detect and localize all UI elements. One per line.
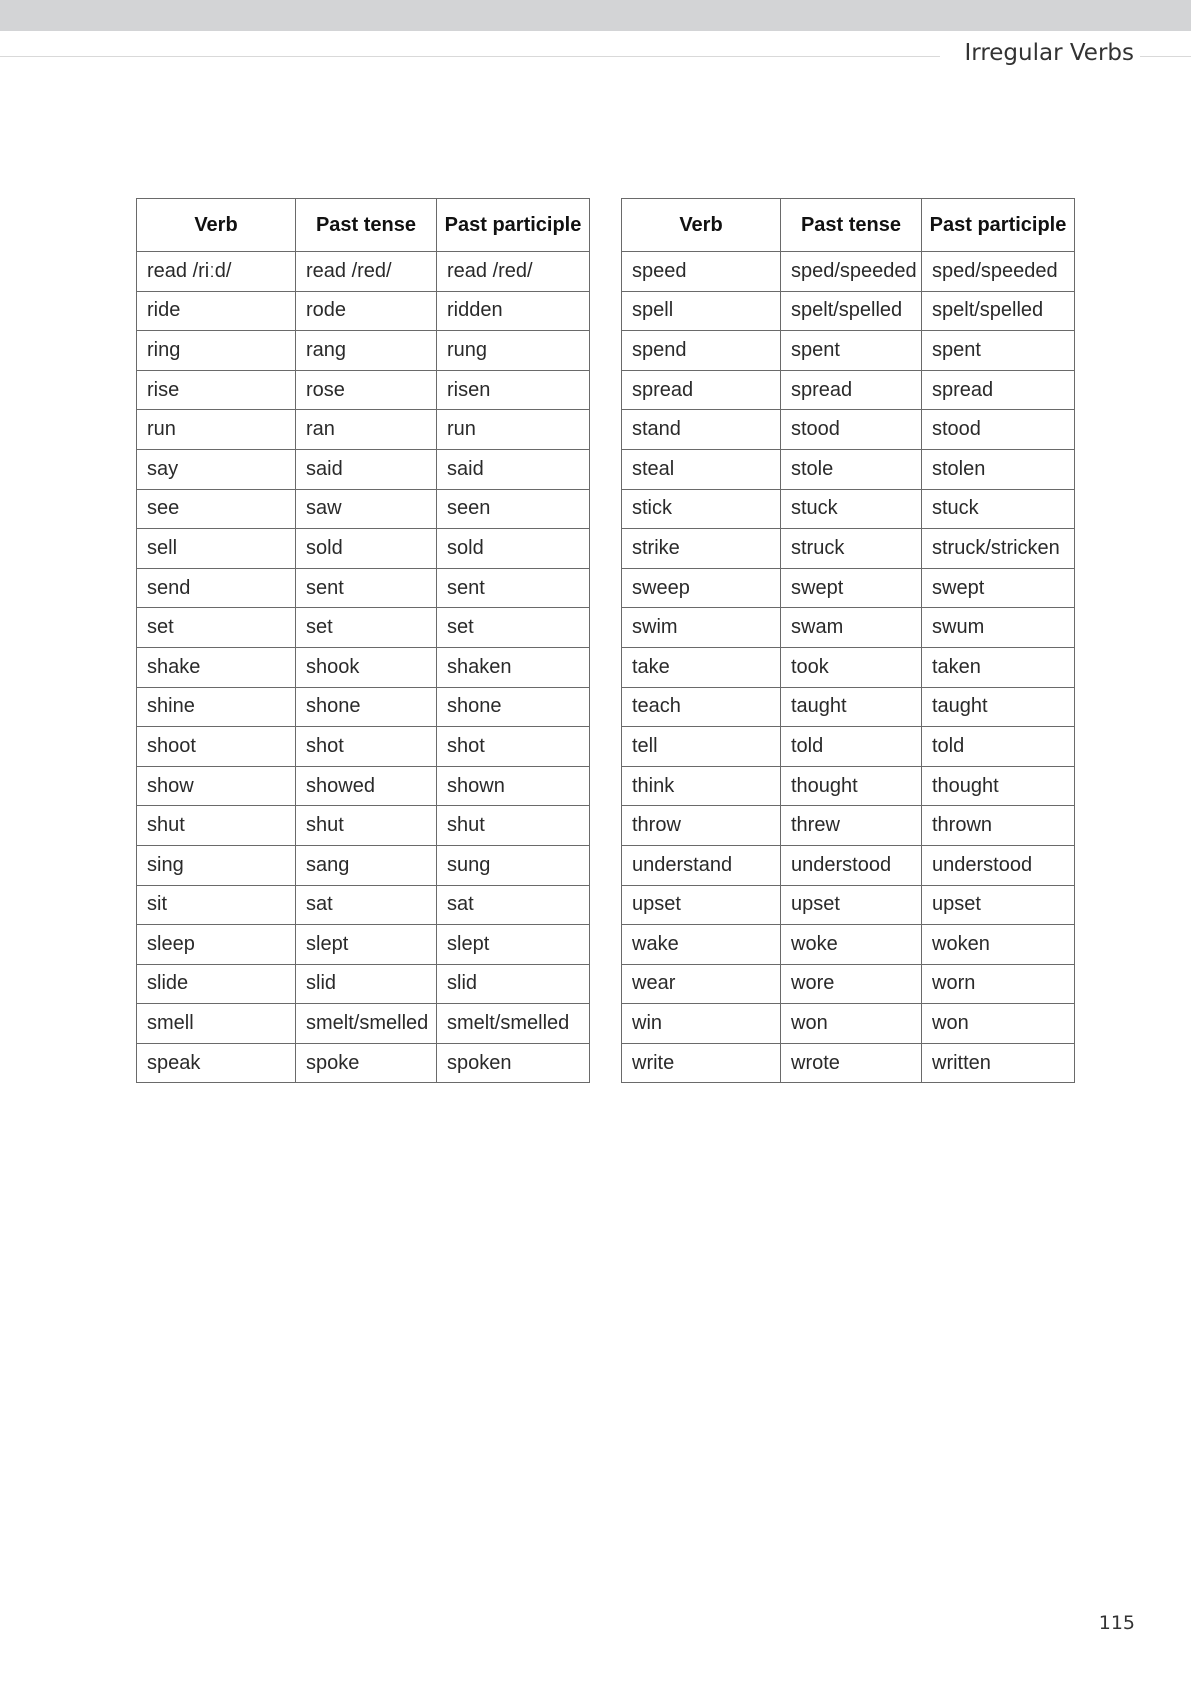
past-participle-cell: spelt/spelled: [922, 291, 1075, 331]
table-row: [622, 1004, 1075, 1044]
verb-cell: sleep: [137, 925, 296, 965]
past-tense-cell: wrote: [781, 1043, 922, 1083]
table-row: [622, 370, 1075, 410]
past-tense-cell: shut: [296, 806, 437, 846]
table-row: [622, 449, 1075, 489]
verb-cell: sit: [137, 885, 296, 925]
table-row: [622, 925, 1075, 965]
past-participle-cell: smelt/smelled: [437, 1004, 590, 1044]
verb-cell: rise: [137, 370, 296, 410]
verb-cell: stand: [622, 410, 781, 450]
verb-cell: speed: [622, 252, 781, 292]
past-tense-cell: set: [296, 608, 437, 648]
verb-cell: say: [137, 449, 296, 489]
table-row: [622, 687, 1075, 727]
verb-cell: shut: [137, 806, 296, 846]
verb-cell: set: [137, 608, 296, 648]
table-row: [137, 410, 590, 450]
past-participle-cell: written: [922, 1043, 1075, 1083]
verb-cell: think: [622, 766, 781, 806]
table-row: [622, 568, 1075, 608]
table-row: [622, 806, 1075, 846]
past-tense-cell: stood: [781, 410, 922, 450]
past-tense-cell: rose: [296, 370, 437, 410]
past-tense-cell: threw: [781, 806, 922, 846]
past-tense-cell: swept: [781, 568, 922, 608]
verb-cell: write: [622, 1043, 781, 1083]
past-tense-cell: saw: [296, 489, 437, 529]
table-row: [137, 489, 590, 529]
header-rule-left: [0, 56, 940, 57]
verb-table-left: [136, 198, 590, 1083]
past-participle-cell: run: [437, 410, 590, 450]
page-number: 115: [1098, 1612, 1135, 1634]
past-participle-cell: taken: [922, 647, 1075, 687]
past-tense-cell: ran: [296, 410, 437, 450]
past-tense-cell: understood: [781, 845, 922, 885]
verb-cell: slide: [137, 964, 296, 1004]
verb-cell: spell: [622, 291, 781, 331]
past-participle-cell: shot: [437, 727, 590, 767]
verb-cell: shake: [137, 647, 296, 687]
past-tense-cell: slept: [296, 925, 437, 965]
past-tense-cell: read /red/: [296, 252, 437, 292]
table-header-row: [622, 199, 1075, 252]
past-tense-cell: shook: [296, 647, 437, 687]
table-row: [622, 410, 1075, 450]
verb-cell: steal: [622, 449, 781, 489]
verb-cell: take: [622, 647, 781, 687]
past-participle-cell: worn: [922, 964, 1075, 1004]
past-participle-cell: taught: [922, 687, 1075, 727]
table-row: [622, 727, 1075, 767]
verb-cell: ring: [137, 331, 296, 371]
past-tense-cell: woke: [781, 925, 922, 965]
past-participle-cell: sped/speeded: [922, 252, 1075, 292]
table-row: [137, 568, 590, 608]
past-participle-cell: shaken: [437, 647, 590, 687]
table-header-row: [137, 199, 590, 252]
past-participle-cell: understood: [922, 845, 1075, 885]
past-tense-cell: struck: [781, 529, 922, 569]
past-participle-cell: thrown: [922, 806, 1075, 846]
past-participle-cell: set: [437, 608, 590, 648]
past-tense-cell: sold: [296, 529, 437, 569]
verb-cell: shine: [137, 687, 296, 727]
past-participle-cell: upset: [922, 885, 1075, 925]
past-participle-cell: spoken: [437, 1043, 590, 1083]
column-header-verb: Verb: [622, 199, 781, 252]
past-participle-cell: struck/stricken: [922, 529, 1075, 569]
past-tense-cell: smelt/smelled: [296, 1004, 437, 1044]
table-row: [622, 331, 1075, 371]
past-tense-cell: slid: [296, 964, 437, 1004]
column-header-past-participle: Past participle: [922, 199, 1075, 252]
verb-cell: wear: [622, 964, 781, 1004]
past-participle-cell: shown: [437, 766, 590, 806]
table-row: [622, 885, 1075, 925]
past-participle-cell: slid: [437, 964, 590, 1004]
past-tense-cell: shone: [296, 687, 437, 727]
table-row: [137, 252, 590, 292]
verb-cell: smell: [137, 1004, 296, 1044]
past-participle-cell: sung: [437, 845, 590, 885]
verb-cell: win: [622, 1004, 781, 1044]
table-row: [137, 964, 590, 1004]
verb-cell: show: [137, 766, 296, 806]
past-participle-cell: sat: [437, 885, 590, 925]
table-row: [137, 370, 590, 410]
table-row: [137, 766, 590, 806]
past-tense-cell: rang: [296, 331, 437, 371]
past-tense-cell: rode: [296, 291, 437, 331]
table-row: [622, 1043, 1075, 1083]
column-header-past-participle: Past participle: [437, 199, 590, 252]
past-tense-cell: upset: [781, 885, 922, 925]
table-row: [137, 449, 590, 489]
table-row: [137, 529, 590, 569]
past-participle-cell: risen: [437, 370, 590, 410]
table-row: [137, 291, 590, 331]
past-tense-cell: thought: [781, 766, 922, 806]
past-participle-cell: shut: [437, 806, 590, 846]
table-row: [622, 766, 1075, 806]
verb-cell: throw: [622, 806, 781, 846]
past-tense-cell: spelt/spelled: [781, 291, 922, 331]
verb-cell: sing: [137, 845, 296, 885]
verb-table-right: [621, 198, 1075, 1083]
past-tense-cell: won: [781, 1004, 922, 1044]
past-participle-cell: sold: [437, 529, 590, 569]
past-participle-cell: read /red/: [437, 252, 590, 292]
past-tense-cell: swam: [781, 608, 922, 648]
verb-cell: spread: [622, 370, 781, 410]
past-participle-cell: seen: [437, 489, 590, 529]
table-row: [137, 1004, 590, 1044]
verb-table-left-body: [137, 252, 590, 1083]
verb-cell: ride: [137, 291, 296, 331]
past-tense-cell: showed: [296, 766, 437, 806]
verb-cell: see: [137, 489, 296, 529]
past-tense-cell: sang: [296, 845, 437, 885]
past-participle-cell: spread: [922, 370, 1075, 410]
past-participle-cell: won: [922, 1004, 1075, 1044]
past-participle-cell: stuck: [922, 489, 1075, 529]
past-tense-cell: taught: [781, 687, 922, 727]
past-tense-cell: sent: [296, 568, 437, 608]
past-tense-cell: told: [781, 727, 922, 767]
past-tense-cell: sped/speeded: [781, 252, 922, 292]
column-header-verb: Verb: [137, 199, 296, 252]
past-tense-cell: spread: [781, 370, 922, 410]
verb-cell: read /riːd/: [137, 252, 296, 292]
past-participle-cell: swept: [922, 568, 1075, 608]
header-rule-right: [1140, 56, 1191, 57]
top-bar: [0, 0, 1191, 31]
verb-cell: strike: [622, 529, 781, 569]
past-tense-cell: stuck: [781, 489, 922, 529]
table-row: [622, 845, 1075, 885]
table-row: [137, 331, 590, 371]
verb-cell: send: [137, 568, 296, 608]
verb-cell: shoot: [137, 727, 296, 767]
table-row: [622, 608, 1075, 648]
verb-cell: speak: [137, 1043, 296, 1083]
past-participle-cell: told: [922, 727, 1075, 767]
verb-cell: sell: [137, 529, 296, 569]
verb-cell: sweep: [622, 568, 781, 608]
verb-cell: upset: [622, 885, 781, 925]
verb-cell: teach: [622, 687, 781, 727]
past-participle-cell: stolen: [922, 449, 1075, 489]
column-header-past-tense: Past tense: [296, 199, 437, 252]
past-tense-cell: took: [781, 647, 922, 687]
verb-cell: stick: [622, 489, 781, 529]
section-title: Irregular Verbs: [964, 40, 1134, 66]
verb-cell: tell: [622, 727, 781, 767]
table-row: [137, 845, 590, 885]
verb-cell: spend: [622, 331, 781, 371]
past-tense-cell: shot: [296, 727, 437, 767]
table-row: [622, 252, 1075, 292]
table-row: [137, 925, 590, 965]
past-participle-cell: woken: [922, 925, 1075, 965]
table-row: [137, 1043, 590, 1083]
table-row: [137, 608, 590, 648]
past-participle-cell: slept: [437, 925, 590, 965]
past-participle-cell: thought: [922, 766, 1075, 806]
table-row: [622, 291, 1075, 331]
past-participle-cell: swum: [922, 608, 1075, 648]
past-tense-cell: wore: [781, 964, 922, 1004]
past-participle-cell: rung: [437, 331, 590, 371]
past-participle-cell: shone: [437, 687, 590, 727]
past-tense-cell: stole: [781, 449, 922, 489]
table-row: [137, 687, 590, 727]
verb-cell: swim: [622, 608, 781, 648]
table-row: [137, 885, 590, 925]
past-participle-cell: sent: [437, 568, 590, 608]
verb-cell: wake: [622, 925, 781, 965]
past-tense-cell: said: [296, 449, 437, 489]
past-participle-cell: spent: [922, 331, 1075, 371]
past-tense-cell: spent: [781, 331, 922, 371]
table-row: [622, 489, 1075, 529]
verb-cell: run: [137, 410, 296, 450]
table-row: [622, 964, 1075, 1004]
table-row: [137, 806, 590, 846]
verb-cell: understand: [622, 845, 781, 885]
table-row: [622, 529, 1075, 569]
column-header-past-tense: Past tense: [781, 199, 922, 252]
past-tense-cell: sat: [296, 885, 437, 925]
past-tense-cell: spoke: [296, 1043, 437, 1083]
table-row: [137, 727, 590, 767]
past-participle-cell: stood: [922, 410, 1075, 450]
verb-table-right-body: [622, 252, 1075, 1083]
table-row: [622, 647, 1075, 687]
past-participle-cell: ridden: [437, 291, 590, 331]
past-participle-cell: said: [437, 449, 590, 489]
table-row: [137, 647, 590, 687]
